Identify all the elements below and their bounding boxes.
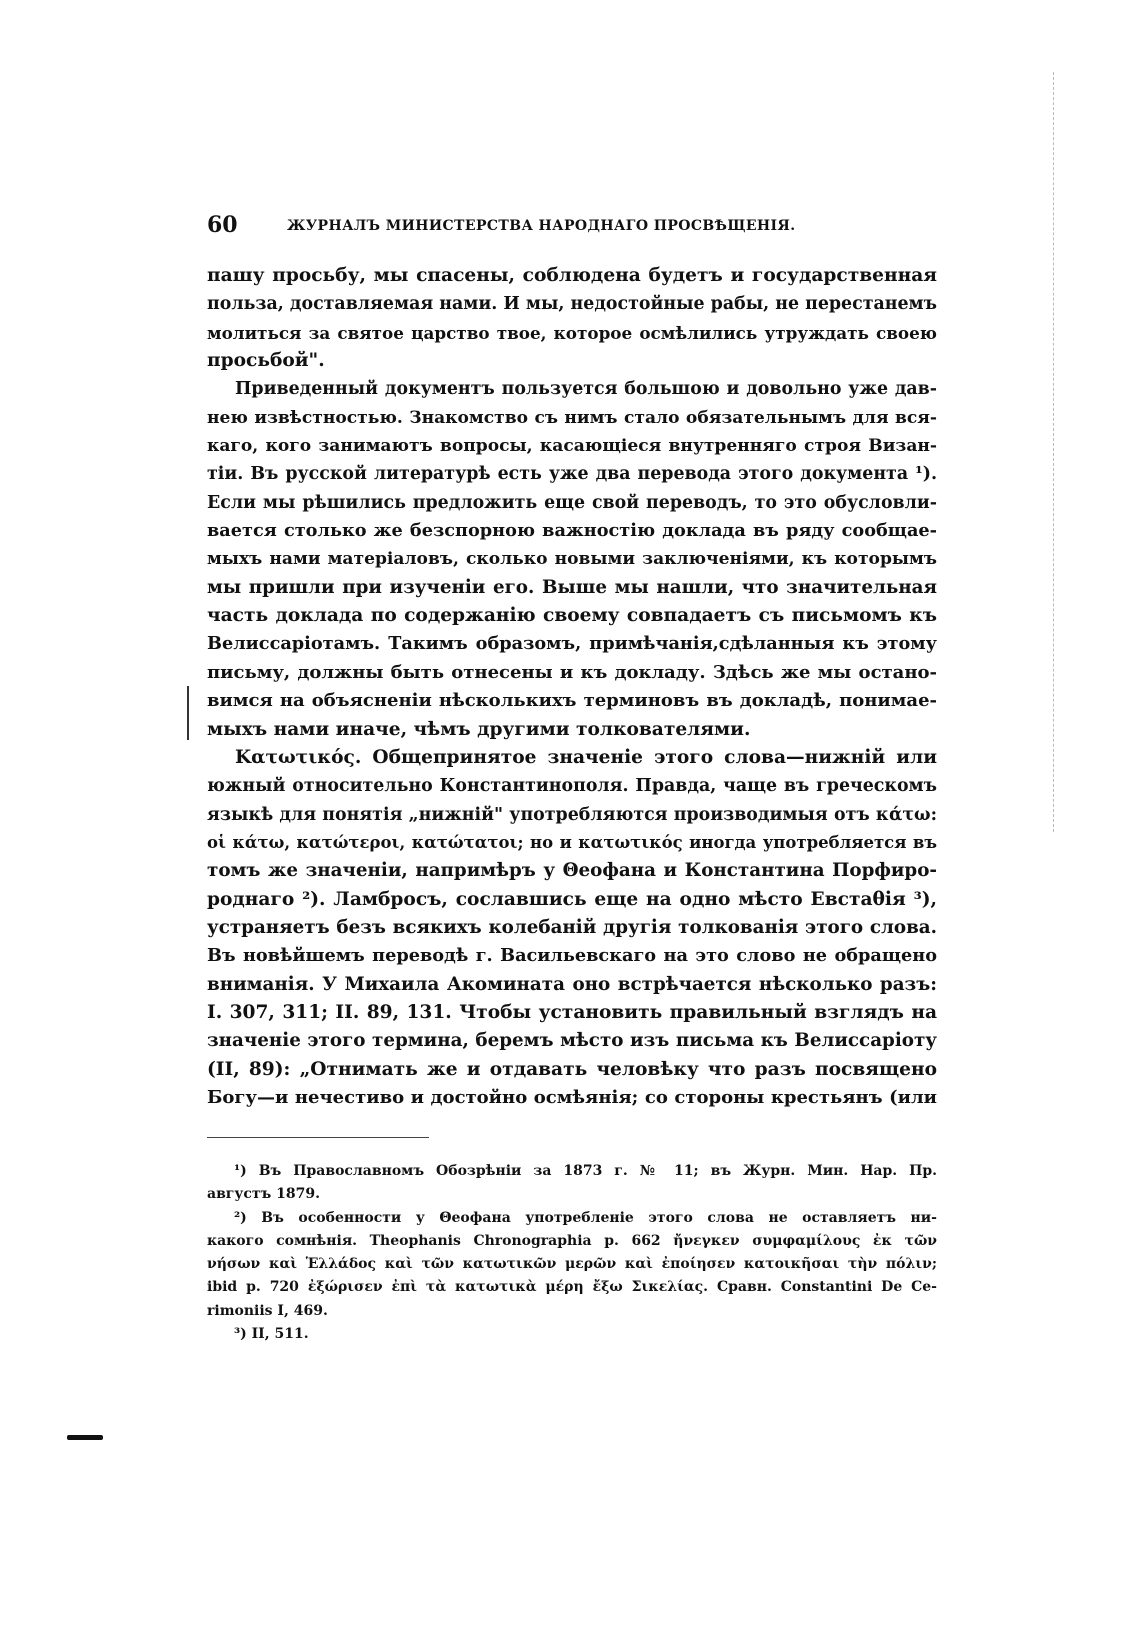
- text-line: Велиссаріотамъ. Такимъ образомъ, примѣчанія,сдѣланныя къ этому: [207, 633, 937, 655]
- text-line: молиться за святое царство твое, которое осмѣлились утруждать своею: [207, 322, 937, 343]
- text-line: роднаго ²). Ламбросъ, сославшись еще на одно мѣсто Евстаθія ³),: [207, 888, 937, 910]
- text-line: пашу просьбу, мы спасены, соблюдена будетъ и государственная: [207, 265, 937, 286]
- text-line: мы пришли при изученіи его. Выше мы нашли, что значительная: [207, 576, 937, 598]
- text-line: мыхъ нами иначе, чѣмъ другими толкователями.: [207, 718, 751, 740]
- footnote-line: какого сомнѣнія. Theophanis Chronographia p. 662 ἤνεγκεν συμφαμίλους ἐκ τῶν: [207, 1232, 937, 1249]
- footnote-rule: [207, 1137, 429, 1138]
- text-line: (II, 89): „Отнимать же и отдавать человѣку что разъ посвящено: [207, 1058, 937, 1080]
- text-line: Κατωτικός. Общепринятое значеніе этого слова—нижній или: [235, 746, 937, 768]
- footnote-line: νήσων καὶ Ἑλλάδος καὶ τῶν κατωτικῶν μερῶν καὶ ἐποίησεν κατοικῆσαι τὴν πόλιν;: [207, 1256, 937, 1273]
- text-line: южный относительно Константинополя. Правда, чаще въ греческомъ: [207, 776, 937, 797]
- text-line: каго, кого занимаютъ вопросы, касающіеся внутренняго строя Визан-: [207, 436, 937, 457]
- text-line: часть доклада по содержанію своему совпадаетъ съ письмомъ къ: [207, 605, 937, 627]
- text-line: I. 307, 311; II. 89, 131. Чтобы установить правильный взглядъ на: [207, 1001, 937, 1023]
- margin-scan-line: [1053, 72, 1054, 832]
- text-line: οἱ κάτω, κατώτεροι, κατώτατοι; но и κατωτικός иногда употребляется въ: [207, 832, 937, 852]
- running-title: ЖУРНАЛЪ МИНИСТЕРСТВА НАРОДНАГО ПРОСВѢЩЕНІЯ.: [287, 218, 796, 234]
- text-line: Въ новѣйшемъ переводѣ г. Васильевскаго на это слово не обращено: [207, 945, 937, 967]
- footnote-line: ²) Въ особенности у Θеофана употребленіе этого слова не оставляетъ ни-: [234, 1209, 937, 1226]
- text-line: вается столько же безспорною важностію доклада въ ряду сообщае-: [207, 520, 937, 542]
- text-line: устраняетъ безъ всякихъ колебаній другія толкованія этого слова.: [207, 916, 937, 938]
- text-line: мыхъ нами матеріаловъ, сколько новыми заключеніями, къ которымъ: [207, 549, 937, 570]
- footnote-line: rimoniis I, 469.: [207, 1302, 328, 1319]
- text-line: значеніе этого термина, беремъ мѣсто изъ письма къ Велиссаріоту: [207, 1030, 937, 1052]
- body-text: [207, 262, 937, 1112]
- text-line: Приведенный документъ пользуется большою и довольно уже дав-: [235, 379, 937, 400]
- text-line: тіи. Въ русской литературѣ есть уже два перевода этого документа ¹).: [207, 464, 937, 485]
- page-header: [207, 212, 937, 248]
- text-line: Богу—и нечестиво и достойно осмѣянія; со стороны крестьянъ (или: [207, 1086, 937, 1108]
- footnote-line: ibid p. 720 ἐξώρισεν ἐπὶ τὰ κατωτικὰ μέρη ἔξω Σικελίας. Сравн. Constantini De Ce-: [207, 1279, 937, 1296]
- text-line: томъ же значеніи, напримѣръ у Θеофана и Константина Порфиро-: [207, 860, 937, 882]
- footnote-line: ³) II, 511.: [234, 1326, 309, 1343]
- text-line: письму, должны быть отнесены и къ докладу. Здѣсь же мы остано-: [207, 661, 937, 683]
- text-line: просьбой".: [207, 350, 325, 372]
- footnote-line: августъ 1879.: [207, 1186, 320, 1203]
- margin-mark: [187, 686, 189, 740]
- text-line: языкѣ для понятія „нижній" употребляются производимыя отъ κάτω:: [207, 804, 937, 825]
- margin-dash-mark: [67, 1435, 103, 1440]
- footnotes: [207, 1160, 937, 1346]
- text-line: Если мы рѣшились предложить еще свой переводъ, то это обусловли-: [207, 492, 937, 513]
- footnote-line: ¹) Въ Православномъ Обозрѣніи за 1873 г. № 11; въ Журн. Мин. Нар. Пр.: [234, 1163, 937, 1179]
- text-line: вимся на объясненіи нѣсколькихъ терминовъ въ докладѣ, понимае-: [207, 690, 937, 712]
- page-number: 60: [207, 212, 238, 238]
- text-line: вниманія. У Михаила Акомината оно встрѣчается нѣсколько разъ:: [207, 973, 937, 995]
- text-line: нею извѣстностью. Знакомство съ нимъ стало обязательнымъ для вся-: [207, 407, 937, 428]
- text-line: польза, доставляемая нами. И мы, недостойные рабы, не перестанемъ: [207, 294, 937, 315]
